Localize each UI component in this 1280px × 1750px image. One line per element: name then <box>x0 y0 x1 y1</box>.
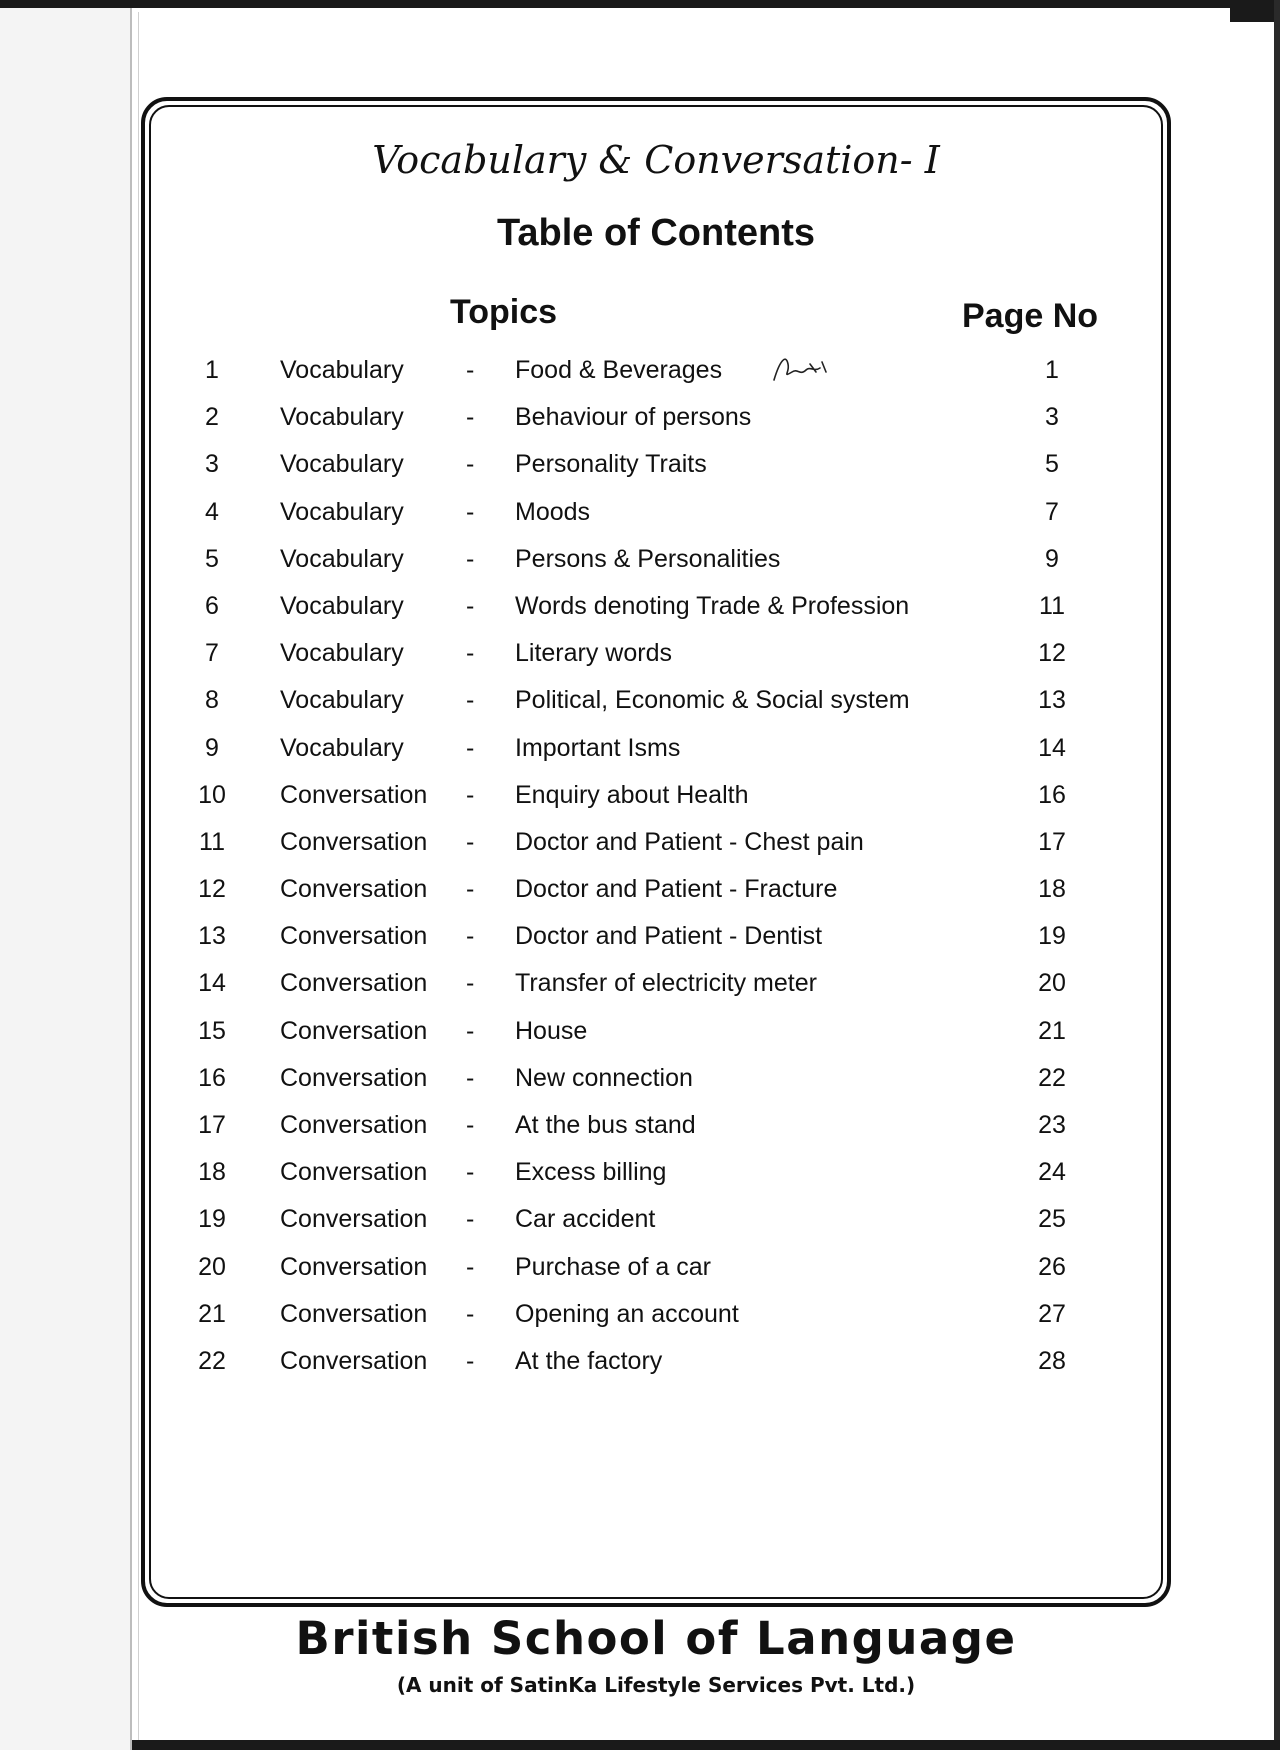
toc-dash: - <box>466 686 475 715</box>
toc-topic: Car accident <box>515 1205 656 1234</box>
toc-number: 2 <box>205 403 219 432</box>
toc-dash: - <box>466 1252 475 1281</box>
toc-page-number: 13 <box>1038 686 1066 715</box>
toc-type: Conversation <box>280 1299 428 1328</box>
toc-dash: - <box>466 1158 475 1187</box>
toc-row <box>0 1107 1280 1154</box>
toc-page-number: 17 <box>1038 827 1066 856</box>
scan-edge-corner <box>1230 8 1280 22</box>
toc-type: Vocabulary <box>280 403 404 432</box>
toc-dash: - <box>466 450 475 479</box>
toc-number: 18 <box>198 1158 226 1187</box>
toc-row <box>0 918 1280 965</box>
toc-page-number: 22 <box>1038 1063 1066 1092</box>
toc-topic: Personality Traits <box>515 450 707 479</box>
page-title: Table of Contents <box>496 212 816 254</box>
toc-topic: Important Isms <box>515 733 681 762</box>
toc-topic: Food & Beverages <box>515 356 723 384</box>
toc-type: Conversation <box>280 1205 428 1234</box>
toc-dash: - <box>466 875 475 904</box>
toc-row <box>0 1154 1280 1201</box>
toc-row <box>0 541 1280 588</box>
column-header-topics: Topics <box>450 293 558 331</box>
toc-dash: - <box>466 922 475 951</box>
toc-number: 8 <box>205 686 219 715</box>
toc-page-number: 5 <box>1045 450 1059 479</box>
toc-topic: Enquiry about Health <box>515 780 749 809</box>
toc-topic: Literary words <box>515 639 672 668</box>
toc-row <box>0 965 1280 1012</box>
toc-topic: Political, Economic & Social system <box>515 686 910 715</box>
toc-number: 7 <box>205 639 219 668</box>
toc-page-number: 26 <box>1038 1252 1066 1281</box>
toc-number: 9 <box>205 733 219 762</box>
toc-dash: - <box>466 1299 475 1328</box>
toc-dash: - <box>466 1346 475 1375</box>
toc-dash: - <box>466 403 475 432</box>
toc-topic: Doctor and Patient - Dentist <box>515 922 823 951</box>
toc-number: 16 <box>198 1063 226 1092</box>
column-header-page-no: Page No <box>962 297 1099 335</box>
toc-type: Vocabulary <box>280 686 404 715</box>
course-subtitle: Vocabulary & Conversation- I <box>372 138 940 182</box>
toc-topic: At the factory <box>515 1346 663 1375</box>
toc-type: Vocabulary <box>280 639 404 668</box>
toc-number: 11 <box>199 827 225 856</box>
toc-number: 22 <box>198 1346 226 1375</box>
toc-row <box>0 494 1280 541</box>
toc-number: 17 <box>198 1111 226 1139</box>
toc-row <box>0 682 1280 729</box>
toc-row <box>0 1201 1280 1248</box>
toc-page-number: 11 <box>1039 591 1065 620</box>
toc-dash: - <box>466 1205 475 1234</box>
toc-type: Vocabulary <box>280 591 404 620</box>
toc-dash: - <box>466 544 475 573</box>
toc-topic: Moods <box>515 497 591 526</box>
toc-dash: - <box>466 969 475 998</box>
toc-number: 1 <box>205 356 219 384</box>
toc-dash: - <box>466 1111 475 1139</box>
toc-topic: Opening an account <box>515 1299 739 1328</box>
table-of-contents <box>0 352 1280 1390</box>
toc-dash: - <box>466 1063 475 1092</box>
toc-topic: Doctor and Patient - Chest pain <box>515 827 864 856</box>
toc-page-number: 1 <box>1045 356 1059 384</box>
toc-topic: Purchase of a car <box>515 1252 711 1281</box>
toc-row <box>0 1013 1280 1060</box>
toc-row <box>0 824 1280 871</box>
toc-topic: Words denoting Trade & Profession <box>515 591 910 620</box>
toc-page-number: 20 <box>1038 969 1066 998</box>
toc-row <box>0 730 1280 777</box>
toc-topic: Behaviour of persons <box>515 403 752 432</box>
toc-page-number: 12 <box>1038 639 1066 668</box>
school-unit-note: (A unit of SatinKa Lifestyle Services Pvt. Ltd.) <box>396 1673 916 1697</box>
toc-topic: At the bus stand <box>515 1111 696 1139</box>
toc-type: Vocabulary <box>280 733 404 762</box>
toc-row <box>0 1296 1280 1343</box>
toc-dash: - <box>466 1016 475 1045</box>
toc-row <box>0 446 1280 493</box>
toc-dash: - <box>466 639 475 668</box>
toc-type: Vocabulary <box>280 544 404 573</box>
toc-number: 6 <box>205 591 219 620</box>
toc-topic: House <box>515 1016 588 1045</box>
toc-row <box>0 777 1280 824</box>
toc-number: 10 <box>198 780 226 809</box>
toc-dash: - <box>466 733 475 762</box>
toc-page-number: 19 <box>1038 922 1066 951</box>
toc-type: Vocabulary <box>280 497 404 526</box>
toc-type: Conversation <box>280 1063 428 1092</box>
toc-dash: - <box>466 827 475 856</box>
toc-number: 3 <box>205 450 219 479</box>
toc-row <box>0 871 1280 918</box>
toc-type: Vocabulary <box>280 450 404 479</box>
toc-row <box>0 1249 1280 1296</box>
toc-number: 4 <box>205 497 219 526</box>
toc-row <box>0 1343 1280 1390</box>
toc-type: Conversation <box>280 969 428 998</box>
toc-type: Conversation <box>280 1252 428 1281</box>
scan-edge-top <box>0 0 1280 8</box>
scan-edge-bottom <box>125 1740 1280 1750</box>
toc-type: Conversation <box>280 1346 428 1375</box>
toc-topic: Doctor and Patient - Fracture <box>515 875 838 904</box>
school-name: British School of Language <box>295 1612 1017 1665</box>
toc-dash: - <box>466 780 475 809</box>
toc-number: 19 <box>198 1205 226 1234</box>
toc-row <box>0 399 1280 446</box>
toc-row <box>0 1060 1280 1107</box>
toc-page-number: 7 <box>1045 497 1059 526</box>
toc-page-number: 16 <box>1038 780 1066 809</box>
toc-type: Conversation <box>280 875 428 904</box>
toc-type: Conversation <box>280 1111 428 1139</box>
toc-page-number: 14 <box>1038 733 1066 762</box>
toc-page-number: 3 <box>1045 403 1059 432</box>
toc-type: Conversation <box>280 1016 428 1045</box>
toc-dash: - <box>466 356 475 384</box>
toc-number: 14 <box>198 969 226 998</box>
toc-page-number: 28 <box>1038 1346 1066 1375</box>
toc-number: 12 <box>198 875 226 904</box>
toc-number: 15 <box>198 1016 226 1045</box>
toc-topic: Persons & Personalities <box>515 544 781 573</box>
toc-topic: Excess billing <box>515 1158 667 1187</box>
toc-dash: - <box>466 497 475 526</box>
toc-row <box>0 588 1280 635</box>
toc-number: 5 <box>205 544 219 573</box>
toc-type: Conversation <box>280 1158 428 1187</box>
toc-row <box>0 635 1280 682</box>
toc-page-number: 21 <box>1038 1016 1066 1045</box>
toc-dash: - <box>466 591 475 620</box>
toc-type: Conversation <box>280 780 428 809</box>
toc-number: 20 <box>198 1252 226 1281</box>
toc-row <box>0 352 1280 399</box>
toc-page-number: 27 <box>1038 1299 1066 1328</box>
toc-page-number: 23 <box>1038 1111 1066 1139</box>
toc-type: Conversation <box>280 922 428 951</box>
toc-page-number: 25 <box>1038 1205 1066 1234</box>
toc-number: 13 <box>198 922 226 951</box>
toc-topic: New connection <box>515 1063 693 1092</box>
toc-number: 21 <box>198 1299 226 1328</box>
toc-type: Vocabulary <box>280 356 404 384</box>
toc-page-number: 9 <box>1045 544 1059 573</box>
toc-topic: Transfer of electricity meter <box>515 969 817 998</box>
toc-page-number: 18 <box>1038 875 1066 904</box>
toc-type: Conversation <box>280 827 428 856</box>
toc-page-number: 24 <box>1038 1158 1066 1187</box>
